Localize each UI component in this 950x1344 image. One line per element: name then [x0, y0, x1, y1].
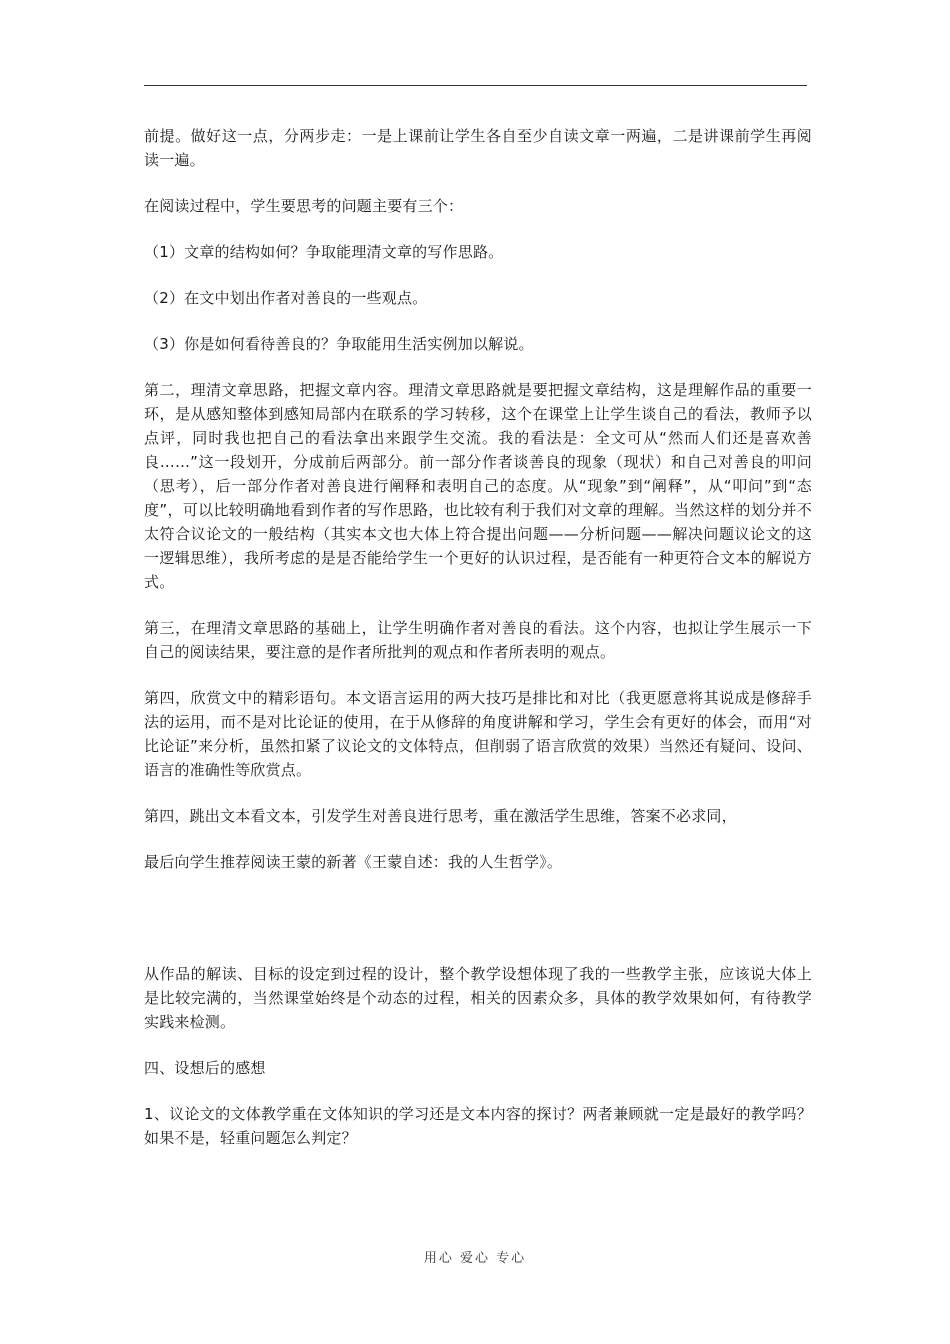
paragraph-premise: 前提。做好这一点，分两步走：一是上课前让学生各自至少自读文章一两遍，二是讲课前学生再阅读一遍。 [144, 127, 812, 169]
paragraph-recommendation: 最后向学生推荐阅读王蒙的新著《王蒙自述：我的人生哲学》。 [144, 853, 563, 871]
paragraph-question-2: （2）在文中划出作者对善良的一些观点。 [144, 289, 428, 307]
paragraph-reading-questions-intro: 在阅读过程中，学生要思考的问题主要有三个： [144, 197, 464, 215]
section-heading-reflections: 四、设想后的感想 [144, 1059, 266, 1077]
paragraph-reflection-1: 1、议论文的文体教学重在文体知识的学习还是文本内容的探讨？两者兼顾就一定是最好的教学吗？如果不是，轻重问题怎么判定？ [144, 1105, 812, 1147]
paragraph-question-1: （1）文章的结构如何？争取能理清文章的写作思路。 [144, 243, 504, 261]
paragraph-summary: 从作品的解读、目标的设定到过程的设计，整个教学设想体现了我的一些教学主张，应该说大体上是比较完满的，当然课堂始终是个动态的过程，相关的因素众多，具体的教学效果如何，有待教学实践来检测。 [144, 965, 812, 1031]
header-rule [144, 85, 807, 86]
page-footer: 用心 爱心 专心 [423, 1251, 527, 1266]
paragraph-question-3: （3）你是如何看待善良的？争取能用生活实例加以解说。 [144, 335, 534, 353]
paragraph-step-two: 第二，理清文章思路，把握文章内容。理清文章思路就是要把握文章结构，这是理解作品的重要一环，是从感知整体到感知局部内在联系的学习转移，这个在课堂上让学生谈自己的看法，教师予以点评，同时我也把自己的看法拿出来跟学生交流。我的看法是：全文可从“然而人们还是喜欢善良……”这一段划开，分成前后两部分。前一部分作者谈善良的现象（现状）和自己对善良的叩问（思考），后一部分作者对善良进行阐释和表明自己的态度。从“现象”到“阐释”，从“叩问”到“态度”，可以比较明确地看到作者的写作思路，也比较有利于我们对文章的理解。当然这样的划分并不太符合议论文的一般结构（其实本文也大体上符合提出问题——分析问题——解决问题议论文的这一逻辑思维），我所考虑的是是否能给学生一个更好的认识过程，是否能有一种更符合文本的解说方式。 [144, 381, 812, 591]
paragraph-step-three: 第三，在理清文章思路的基础上，让学生明确作者对善良的看法。这个内容，也拟让学生展示一下自己的阅读结果，要注意的是作者所批判的观点和作者所表明的观点。 [144, 619, 812, 661]
paragraph-step-four-thinking: 第四，跳出文本看文本，引发学生对善良进行思考，重在激活学生思维，答案不必求同， [144, 807, 737, 825]
document-body [144, 124, 812, 1172]
paragraph-step-four-appreciation: 第四，欣赏文中的精彩语句。本文语言运用的两大技巧是排比和对比（我更愿意将其说成是修辞手法的运用，而不是对比论证的使用，在于从修辞的角度讲解和学习，学生会有更好的体会，而用“对比论证”来分析，虽然扣紧了议论文的文体特点，但削弱了语言欣赏的效果）当然还有疑问、设问、语言的准确性等欣赏点。 [144, 689, 812, 779]
